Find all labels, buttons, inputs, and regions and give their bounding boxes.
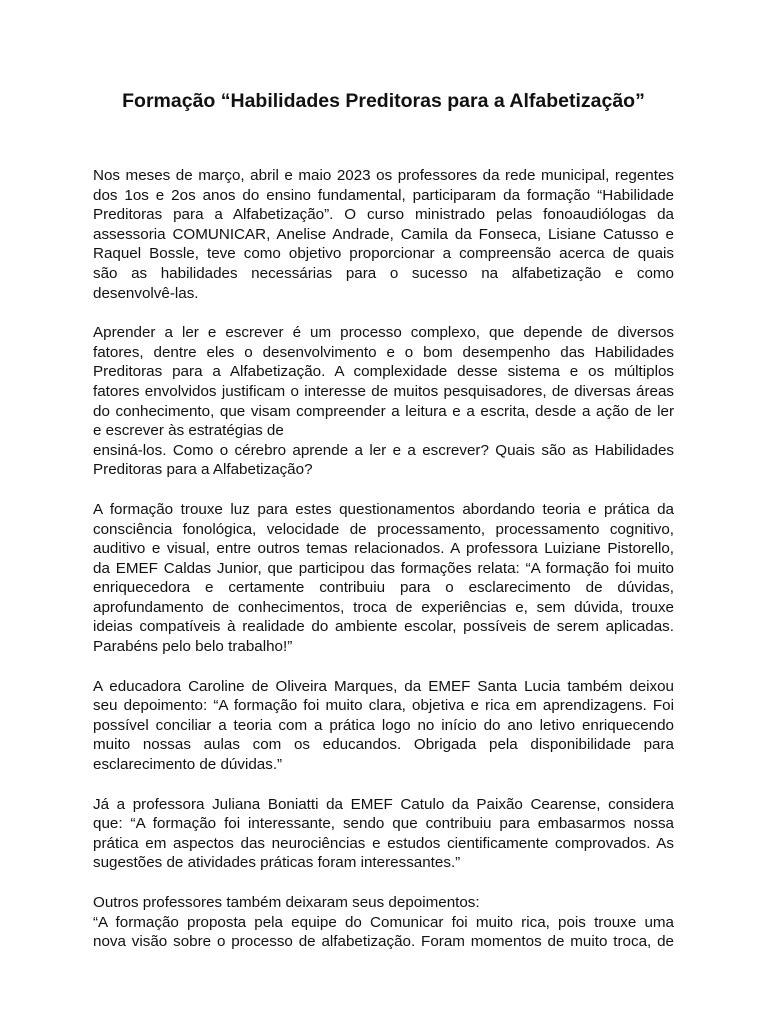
text-line: nova visão sobre o processo de alfabetização. Foram momentos de muito troca, de (93, 933, 674, 951)
text-line: Aprender a ler e escrever é um processo complexo, que depende de diversos (93, 324, 674, 342)
paragraph-1 (93, 166, 674, 303)
text-line: sugestões de atividades práticas foram interessantes.” (93, 854, 461, 872)
text-line: fatores envolvidos justificam o interesse de muitos pesquisadores, de diversas áreas (93, 382, 674, 400)
text-line: fatores, dentre eles o desenvolvimento e o bom desempenho das Habilidades (93, 343, 674, 361)
text-line: Raquel Bossle, teve como objetivo proporcionar a compreensão acerca de quais (93, 245, 674, 263)
text-line: desenvolvê-las. (93, 284, 199, 302)
text-line: aprofundamento de conhecimentos, troca de experiências e, sem dúvida, trouxe (93, 598, 674, 616)
text-line: que: “A formação foi interessante, sendo que contribuiu para embasarmos nossa (93, 815, 674, 833)
paragraph-5 (93, 795, 674, 873)
paragraph-2 (93, 323, 674, 480)
paragraph-4 (93, 677, 674, 775)
paragraph-3 (93, 500, 674, 657)
text-line: A formação trouxe luz para estes questionamentos abordando teoria e prática da (93, 500, 674, 518)
text-line: e escrever às estratégias de (93, 422, 284, 440)
text-line: ensiná-los. Como o cérebro aprende a ler e a escrever? Quais são as Habilidades (93, 441, 674, 459)
text-line: dos 1os e 2os anos do ensino fundamental, participaram da formação “Habilidade (93, 186, 674, 204)
document-title: Formação “Habilidades Preditoras para a Alfabetização” (122, 90, 645, 112)
text-line: da EMEF Caldas Junior, que participou das formações relata: “A formação foi muito (93, 559, 674, 577)
text-line: Preditoras para a Alfabetização”. O curso ministrado pelas fonoaudiólogas da (93, 206, 674, 224)
text-line: assessoria COMUNICAR, Anelise Andrade, Camila da Fonseca, Lisiane Catusso e (93, 225, 674, 243)
text-line: Preditoras para a Alfabetização. A complexidade desse sistema e os múltiplos (93, 363, 674, 381)
text-line: do conhecimento, que visam compreender a leitura e a escrita, desde a ação de ler (93, 402, 674, 420)
text-line: possível conciliar a teoria com a prática logo no início do ano letivo enriquecendo (93, 716, 674, 734)
text-line: Outros professores também deixaram seus depoimentos: (93, 894, 480, 911)
text-line: prática em aspectos das neurociências e estudos cientificamente comprovados. As (93, 834, 674, 852)
text-line: ideias compatíveis à realidade do ambiente escolar, possíveis de serem aplicadas. (93, 618, 674, 636)
text-line: esclarecimento de dúvidas.” (93, 756, 283, 774)
text-line: são as habilidades necessárias para o sucesso na alfabetização e como (93, 264, 674, 282)
text-line: muito nossas aulas com os educandos. Obrigada pela disponibilidade para (93, 736, 674, 754)
paragraph-6 (93, 893, 674, 952)
text-line: auditivo e visual, entre outros temas relacionados. A professora Luiziane Pistorello, (93, 540, 674, 558)
text-line: seu depoimento: “A formação foi muito clara, objetiva e rica em aprendizagens. Foi (93, 697, 674, 715)
text-line: A educadora Caroline de Oliveira Marques, da EMEF Santa Lucia também deixou (93, 677, 674, 695)
text-line: Parabéns pelo belo trabalho!” (93, 638, 293, 656)
text-line: consciência fonológica, velocidade de processamento, processamento cognitivo, (93, 520, 674, 538)
text-line: Preditoras para a Alfabetização? (93, 461, 313, 479)
text-line: enriquecedora e certamente contribuiu para o esclarecimento de dúvidas, (93, 579, 674, 597)
text-line: Nos meses de março, abril e maio 2023 os professores da rede municipal, regentes (93, 167, 674, 184)
text-line: “A formação proposta pela equipe do Comunicar foi muito rica, pois trouxe uma (93, 913, 674, 931)
text-line: Já a professora Juliana Boniatti da EMEF Catulo da Paixão Cearense, considera (93, 795, 674, 813)
